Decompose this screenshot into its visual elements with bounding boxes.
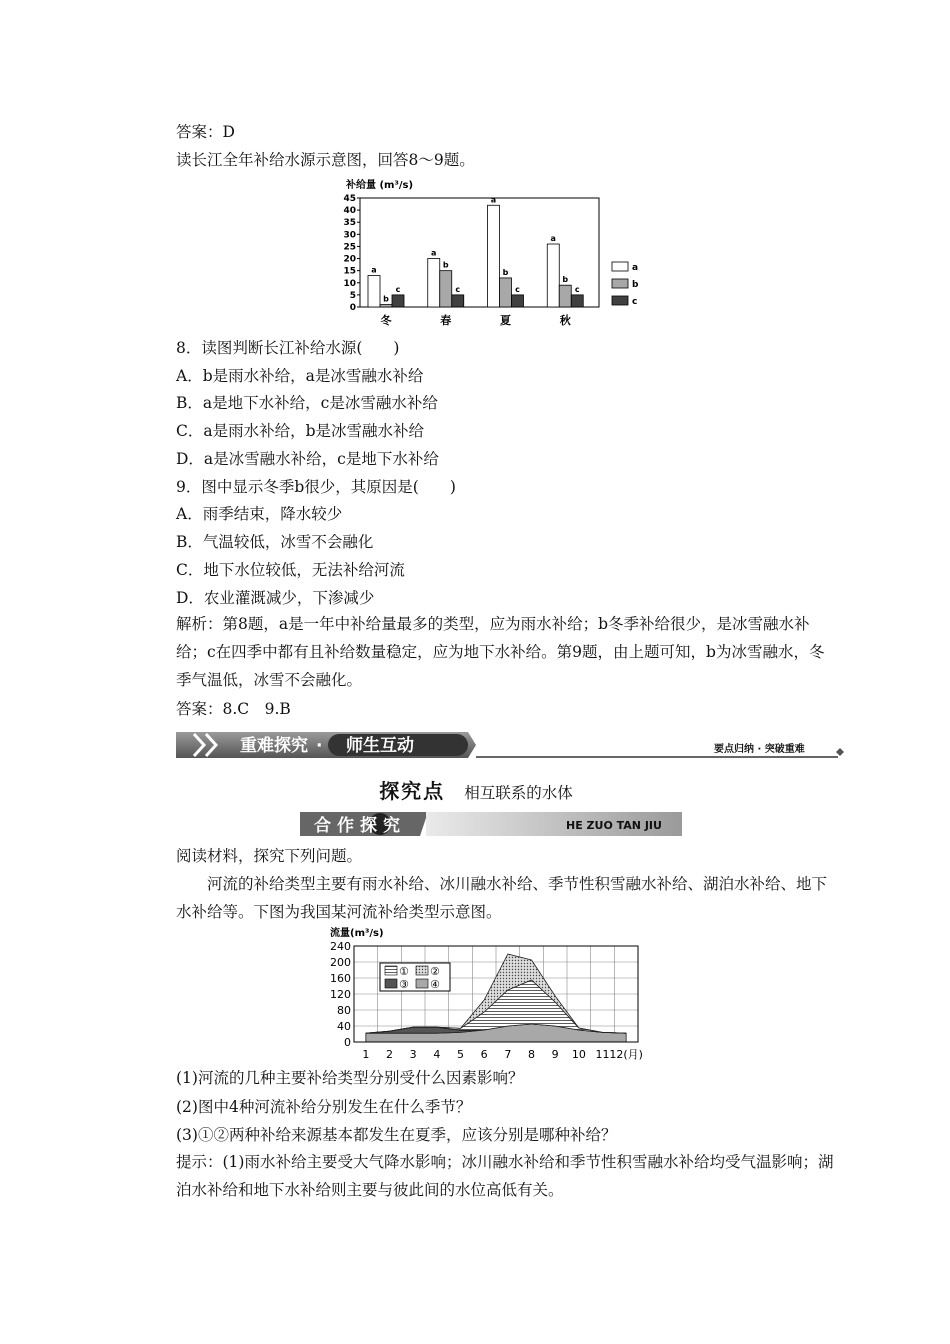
chart1-bar-a xyxy=(428,259,440,307)
chart2-legend xyxy=(380,963,450,991)
chart2-xtick-label: 3 xyxy=(409,1048,417,1061)
chart2-xtick-label: 7 xyxy=(504,1048,512,1061)
chart1-bar-label: c xyxy=(574,284,580,294)
legend-swatch-2 xyxy=(416,966,428,975)
chart1-ytick-label: 10 xyxy=(343,278,356,289)
chart2-xtick-label: 12(月) xyxy=(609,1048,643,1061)
q9-option-a: A．雨季结束，降水较少 xyxy=(176,505,343,523)
chart1-bar-label: a xyxy=(431,248,437,258)
chart1-ytick-label: 15 xyxy=(343,266,356,277)
chart1-category-label: 秋 xyxy=(559,314,571,327)
chart1-bar-c xyxy=(452,295,464,307)
area-chart xyxy=(328,926,658,1064)
chart2-xtick-label: 9 xyxy=(551,1048,559,1061)
chart1-bar-c xyxy=(571,295,583,307)
banner-side: 要点归纳 · 突破重难 xyxy=(714,744,805,755)
analysis-text: 解析：第8题，a是一年中补给量最多的类型，应为雨水补给；b冬季补给很少，是冰雪融水补给；c在四季中都有且补给数量稳定，应为地下水补给。第9题，由上题可知，b为冰雪融水，冬季气温低，冰雪不会融化。 xyxy=(176,615,825,689)
q8-stem: 8．读图判断长江补给水源( ) xyxy=(176,339,400,357)
legend-swatch-1 xyxy=(385,966,397,975)
chart2-ytick-label: 200 xyxy=(330,956,351,969)
banner-right: 师生互动 xyxy=(346,736,414,756)
chart2-ytick-label: 80 xyxy=(337,1004,351,1017)
chart2-xtick-label: 8 xyxy=(528,1048,535,1061)
legend-swatch-3 xyxy=(385,979,397,988)
chart1-ytick-label: 20 xyxy=(343,254,356,265)
q8-option-a: A．b是雨水补给，a是冰雪融水补给 xyxy=(176,367,424,385)
chart1-bar-label: a xyxy=(550,234,556,244)
q9-option-d: D．农业灌溉减少，下渗减少 xyxy=(176,589,375,607)
chart1-bar-a xyxy=(547,244,559,307)
chart2-xtick-label: 10 xyxy=(571,1048,586,1061)
chart1-bar-b xyxy=(380,305,392,307)
section-title: 探究点 xyxy=(379,779,446,803)
answer-q7: 答案：D xyxy=(176,123,235,141)
intro-q8-9: 读长江全年补给水源示意图，回答8～9题。 xyxy=(176,151,475,169)
chart1-ytick-label: 40 xyxy=(343,206,356,217)
chart2-xtick-label: 1 xyxy=(362,1048,370,1061)
question-3: (3)①②两种补给来源基本都发生在夏季，应该分别是哪种补给？ xyxy=(176,1126,617,1144)
chart1-legend-swatch-c xyxy=(612,296,628,305)
chart1-bar-label: b xyxy=(383,294,389,304)
legend-label-3: ③ xyxy=(399,978,409,991)
chart1-category-label: 夏 xyxy=(500,314,511,327)
chart1-ylabel: 补给量 (m³/s) xyxy=(346,180,414,191)
chart2-ytick-label: 40 xyxy=(337,1020,351,1033)
chart1-bar-b xyxy=(440,271,452,307)
legend-swatch-4 xyxy=(416,979,428,988)
chart2-ytick-label: 0 xyxy=(344,1036,351,1049)
chart1-ytick-label: 5 xyxy=(349,290,356,301)
chart1-bar-label: b xyxy=(502,267,509,277)
chart2-ytick-label: 120 xyxy=(330,988,351,1001)
coop-bar xyxy=(300,810,682,838)
banner-dot: · xyxy=(316,736,323,756)
answer-8-9: 答案：8.C 9.B xyxy=(176,700,291,718)
chart1-ytick-label: 35 xyxy=(343,218,356,229)
chart1-ytick-label: 25 xyxy=(343,242,356,253)
chart1-bar-b xyxy=(559,285,571,307)
diamond-icon xyxy=(836,748,844,756)
legend-label-1: ① xyxy=(399,965,409,978)
question-1: (1)河流的几种主要补给类型分别受什么因素影响？ xyxy=(176,1069,524,1087)
chart1-bar-label: c xyxy=(515,284,520,294)
chart1-category-label: 冬 xyxy=(380,314,392,327)
hint-text: 提示：(1)雨水补给主要受大气降水影响；冰川融水补给和季节性积雪融水补给均受气温影响；湖泊水补给和地下水补给则主要与彼此间的水位高低有关。 xyxy=(176,1153,834,1199)
chart1-bar-a xyxy=(368,276,380,307)
chart1-ytick-label: 30 xyxy=(343,230,356,241)
chart1-bar-label: b xyxy=(562,275,569,285)
q9-stem: 9．图中显示冬季b很少，其原因是( ) xyxy=(176,478,456,496)
q9-option-c: C．地下水位较低，无法补给河流 xyxy=(176,561,405,579)
section-banner xyxy=(176,730,848,760)
question-2: (2)图中4种河流补给分别发生在什么季节？ xyxy=(176,1098,472,1116)
chart1-category-label: 春 xyxy=(440,314,452,327)
q9-option-b: B．气温较低，冰雪不会融化 xyxy=(176,533,374,551)
coop-label: 合作探究 xyxy=(314,816,406,836)
chart1-bar-c xyxy=(512,295,524,307)
banner-left: 重难探究 xyxy=(240,736,308,756)
chart1-bar-label: c xyxy=(455,284,461,294)
legend-label-4: ④ xyxy=(430,978,440,991)
chart2-ytick-label: 160 xyxy=(330,972,351,985)
chart2-xtick-label: 2 xyxy=(386,1048,393,1061)
chart2-ylabel: 流量(m³/s) xyxy=(330,928,384,939)
chart1-bar-label: b xyxy=(442,260,449,270)
chart1-legend-swatch-b xyxy=(612,279,628,288)
chart1-ytick-label: 45 xyxy=(343,194,356,204)
chart1-bar-a xyxy=(488,205,500,307)
chart1-bar-label: a xyxy=(371,265,377,275)
bar-chart xyxy=(340,176,660,336)
section-title-row xyxy=(176,775,776,804)
chart1-bar-label: c xyxy=(395,284,401,294)
chart1-ytick-label: 0 xyxy=(349,303,356,313)
material-text: 河流的补给类型主要有雨水补给、冰川融水补给、季节性积雪融水补给、湖泊水补给、地下水补给等。下图为我国某河流补给类型示意图。 xyxy=(176,875,828,921)
q8-option-c: C．a是雨水补给，b是冰雪融水补给 xyxy=(176,422,425,440)
chart1-legend-label-c: c xyxy=(632,297,638,307)
chart2-ytick-label: 240 xyxy=(330,940,351,953)
coop-pinyin: HE ZUO TAN JIU xyxy=(566,819,662,832)
chart1-bar-label: a xyxy=(490,195,497,205)
chart2-xtick-label: 4 xyxy=(433,1048,441,1061)
chart2-xtick-label: 11 xyxy=(595,1048,610,1061)
chart1-legend-label-b: b xyxy=(632,280,639,290)
chart1-bar-b xyxy=(500,278,512,307)
chart1-bar-c xyxy=(392,295,404,307)
q8-option-b: B．a是地下水补给，c是冰雪融水补给 xyxy=(176,394,438,412)
section-subtitle: 相互联系的水体 xyxy=(464,784,573,802)
chart1-legend-swatch-a xyxy=(612,262,628,271)
chart2-xtick-label: 5 xyxy=(457,1048,464,1061)
legend-label-2: ② xyxy=(430,965,440,978)
q8-option-d: D．a是冰雪融水补给，c是地下水补给 xyxy=(176,450,439,468)
read-material: 阅读材料，探究下列问题。 xyxy=(176,847,363,865)
chart2-xtick-label: 6 xyxy=(480,1048,488,1061)
chart1-legend-label-a: a xyxy=(632,263,639,273)
